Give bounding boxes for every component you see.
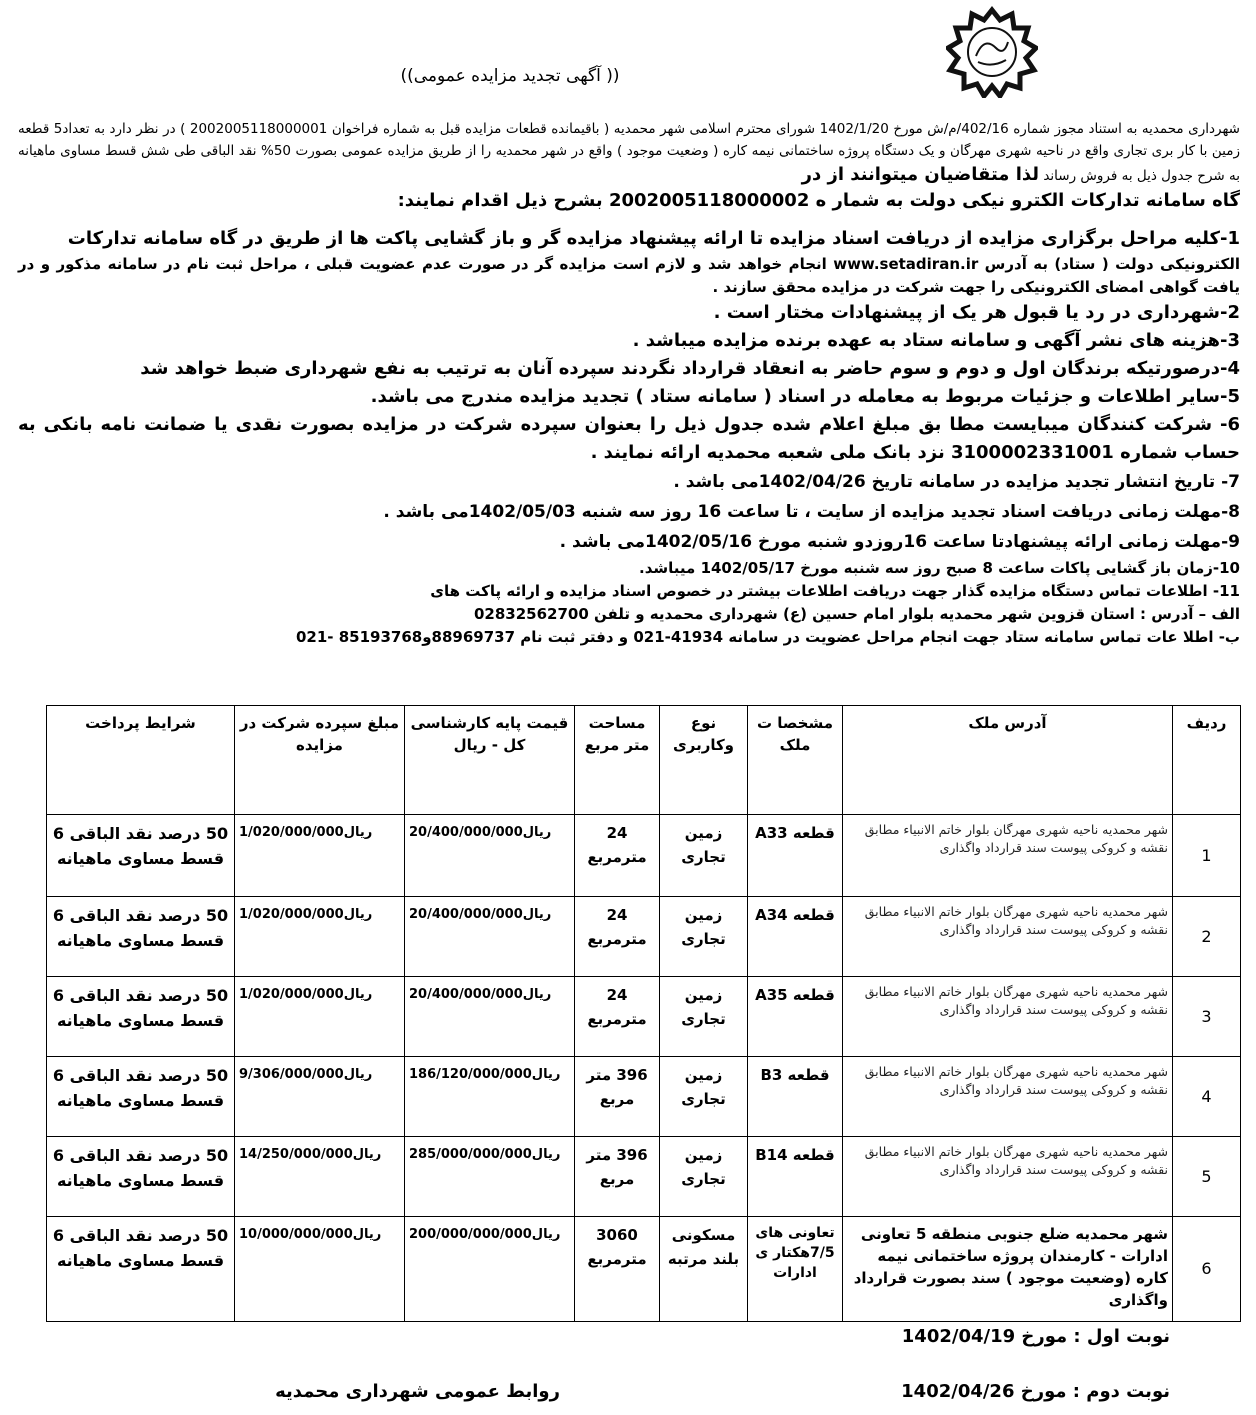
table-header-row bbox=[47, 706, 1241, 815]
header-payment: شرایط پرداخت bbox=[47, 706, 235, 815]
row-price: 186/120/000/000ریال bbox=[405, 1057, 575, 1137]
condition-item: الف – آدرس : استان قزوین شهر محمدیه بلوار امام حسین (ع) شهرداری محمدیه و تلفن 02832562700 bbox=[473, 605, 1240, 623]
condition-item: 8-مهلت زمانی دریافت اسناد تجدید مزایده از سایت ، تا ساعت 16 روز سه شنبه 1402/05/03می باشد . bbox=[383, 502, 1240, 522]
municipality-logo bbox=[946, 6, 1038, 98]
condition-item: 7- تاریخ انتشار تجدید مزایده در سامانه تاریخ 1402/04/26می باشد . bbox=[673, 472, 1240, 492]
row-area: 24 مترمربع bbox=[575, 977, 660, 1057]
public-relations-signature: روابط عمومی شهرداری محمدیه bbox=[275, 1381, 560, 1402]
row-number: 2 bbox=[1173, 897, 1241, 977]
row-type: زمین تجاری bbox=[660, 1057, 748, 1137]
condition-item: 9-مهلت زمانی ارائه پیشنهادتا ساعت 16روزدو شنبه مورخ 1402/05/16می باشد . bbox=[559, 532, 1240, 552]
condition-item: 2-شهرداری در رد یا قبول هر یک از پیشنهادات مختار است . bbox=[713, 302, 1240, 323]
row-deposit: 1/020/000/000ریال bbox=[235, 977, 405, 1057]
condition-item: الکترونیکی دولت ( ستاد) به آدرس www.setadiran.ir انجام خواهد شد و لازم است مزایده گر در صورت عدم عضویت قبلی ، مراحل ثبت نام در سامانه مذکور و در یافت گواهی امضای الکترونیکی را جهت شرکت در مزایده محقق سازند . bbox=[18, 255, 1240, 296]
row-deposit: 1/020/000/000ریال bbox=[235, 897, 405, 977]
row-type: زمین تجاری bbox=[660, 1137, 748, 1217]
header-spec: مشخصا ت ملک bbox=[748, 706, 843, 815]
intro-paragraph bbox=[18, 118, 1240, 214]
row-number: 6 bbox=[1173, 1217, 1241, 1322]
row-deposit: 9/306/000/000ریال bbox=[235, 1057, 405, 1137]
row-spec: قطعه B14 bbox=[748, 1137, 843, 1217]
table-row bbox=[47, 1057, 1241, 1137]
table-row bbox=[47, 977, 1241, 1057]
row-type: مسکونی بلند مرتبه bbox=[660, 1217, 748, 1322]
row-address: شهر محمدیه ناحیه شهری مهرگان بلوار خاتم الانبیاء مطابق نقشه و کروکی پیوست سند قرارداد واگذاری bbox=[843, 1137, 1173, 1217]
second-publication: نوبت دوم : مورخ 1402/04/26 bbox=[901, 1381, 1170, 1402]
properties-table bbox=[46, 705, 1241, 1322]
row-deposit: 10/000/000/000ریال bbox=[235, 1217, 405, 1322]
row-deposit: 14/250/000/000ریال bbox=[235, 1137, 405, 1217]
row-spec: تعاونی های 7/5هکتار ی ادارات bbox=[748, 1217, 843, 1322]
page-title: ((آگهی تجدید مزایده عمومی )) bbox=[400, 66, 620, 86]
row-payment: 50 درصد نقد الباقی 6 قسط مساوی ماهیانه bbox=[47, 1057, 235, 1137]
row-price: 285/000/000/000ریال bbox=[405, 1137, 575, 1217]
header-address: آدرس ملک bbox=[843, 706, 1173, 815]
row-area: 3060 مترمربع bbox=[575, 1217, 660, 1322]
row-payment: 50 درصد نقد الباقی 6 قسط مساوی ماهیانه bbox=[47, 1137, 235, 1217]
table-row bbox=[47, 1137, 1241, 1217]
row-price: 20/400/000/000ریال bbox=[405, 897, 575, 977]
header-area: مساحت متر مربع bbox=[575, 706, 660, 815]
row-number: 4 bbox=[1173, 1057, 1241, 1137]
intro-text: شهرداری محمدیه به استناد مجوز شماره 402/16/م/ش مورخ 1402/1/20 شورای محترم اسلامی شهر محمدیه ( باقیمانده قطعات مزایده قبل به شماره فراخوان 2002005118000001 ) در نظر دارد به تعداد5 قطعه زمین با کار بری تجاری واقع در ناحیه شهری مهرگان و یک دستگاه پروژه ساختمانی نیمه کاره ( وضعیت موجود ) واقع در شهر محمدیه را از طریق مزایده عمومی بصورت 50% نقد الباقی طی شش قسط مساوی ماهیانه به شرح جدول ذیل به فروش رساند bbox=[18, 121, 1240, 184]
row-area: 24 مترمربع bbox=[575, 897, 660, 977]
first-publication: نوبت اول : مورخ 1402/04/19 bbox=[901, 1326, 1170, 1347]
table-row bbox=[47, 897, 1241, 977]
intro-line-2: گاه سامانه تدارکات الکترو نیکی دولت به شمار ه 2002005118000002 بشرح ذیل اقدام نمایند: bbox=[397, 190, 1240, 211]
row-payment: 50 درصد نقد الباقی 6 قسط مساوی ماهیانه bbox=[47, 1217, 235, 1322]
row-address: شهر محمدیه ناحیه شهری مهرگان بلوار خاتم الانبیاء مطابق نقشه و کروکی پیوست سند قرارداد واگذاری bbox=[843, 977, 1173, 1057]
row-payment: 50 درصد نقد الباقی 6 قسط مساوی ماهیانه bbox=[47, 977, 235, 1057]
row-payment: 50 درصد نقد الباقی 6 قسط مساوی ماهیانه bbox=[47, 815, 235, 897]
table-row bbox=[47, 815, 1241, 897]
row-area: 396 متر مربع bbox=[575, 1057, 660, 1137]
row-type: زمین تجاری bbox=[660, 815, 748, 897]
row-address: شهر محمدیه ناحیه شهری مهرگان بلوار خاتم الانبیاء مطابق نقشه و کروکی پیوست سند قرارداد واگذاری bbox=[843, 815, 1173, 897]
conditions-list bbox=[18, 225, 1240, 649]
condition-item: 4-درصورتیکه برندگان اول و دوم و سوم حاضر به انعقاد قرارداد نگردند سپرده آنان به ترتیب به نفع شهرداری ضبط خواهد شد bbox=[140, 358, 1240, 379]
header-row-number: ردیف bbox=[1173, 706, 1241, 815]
row-area: 396 متر مربع bbox=[575, 1137, 660, 1217]
row-number: 3 bbox=[1173, 977, 1241, 1057]
row-address: شهر محمدیه ناحیه شهری مهرگان بلوار خاتم الانبیاء مطابق نقشه و کروکی پیوست سند قرارداد واگذاری bbox=[843, 1057, 1173, 1137]
row-type: زمین تجاری bbox=[660, 897, 748, 977]
condition-item: 10-زمان باز گشایی پاکات ساعت 8 صبح روز سه شنبه مورخ 1402/05/17 میباشد. bbox=[639, 559, 1240, 577]
row-area: 24 مترمربع bbox=[575, 815, 660, 897]
header-deposit: مبلغ سپرده شرکت در مزایده bbox=[235, 706, 405, 815]
table-row bbox=[47, 1217, 1241, 1322]
row-price: 20/400/000/000ریال bbox=[405, 977, 575, 1057]
header-type: نوع وکاربری bbox=[660, 706, 748, 815]
row-address: شهر محمدیه ناحیه شهری مهرگان بلوار خاتم الانبیاء مطابق نقشه و کروکی پیوست سند قرارداد واگذاری bbox=[843, 897, 1173, 977]
header-price: قیمت پایه کارشناسی کل - ریال bbox=[405, 706, 575, 815]
row-price: 200/000/000/000ریال bbox=[405, 1217, 575, 1322]
row-number: 1 bbox=[1173, 815, 1241, 897]
condition-item: 5-سایر اطلاعات و جزئیات مربوط به معامله در اسناد ( سامانه ستاد ) تجدید مزایده مندرج می باشد. bbox=[370, 386, 1240, 407]
row-price: 20/400/000/000ریال bbox=[405, 815, 575, 897]
row-address: شهر محمدیه ضلع جنوبی منطقه 5 تعاونی ادارات - کارمندان پروژه ساختمانی نیمه کاره (وضعیت موجود ) سند بصورت قرارداد واگذاری bbox=[843, 1217, 1173, 1322]
condition-item: 1-کلیه مراحل برگزاری مزایده از دریافت اسناد مزایده تا ارائه پیشنهاد مزایده گر و باز گشایی پاکت ها از طریق در گاه سامانه تدارکات bbox=[67, 228, 1240, 249]
intro-highlight: لذا متقاضیان میتوانند از در bbox=[801, 164, 1040, 185]
row-type: زمین تجاری bbox=[660, 977, 748, 1057]
row-spec: قطعه A35 bbox=[748, 977, 843, 1057]
row-spec: قطعه B3 bbox=[748, 1057, 843, 1137]
row-payment: 50 درصد نقد الباقی 6 قسط مساوی ماهیانه bbox=[47, 897, 235, 977]
condition-item: 3-هزینه های نشر آگهی و سامانه ستاد به عهده برنده مزایده میباشد . bbox=[632, 330, 1240, 351]
row-number: 5 bbox=[1173, 1137, 1241, 1217]
condition-item: 6- شرکت کنندگان میبایست مطا بق مبلغ اعلام شده جدول ذیل را بعنوان سپرده شرکت در مزایده بصورت نقدی یا ضمانت نامه بانکی به حساب شماره 3100002331001 نزد بانک ملی شعبه محمدیه ارائه نمایند . bbox=[18, 414, 1240, 463]
row-deposit: 1/020/000/000ریال bbox=[235, 815, 405, 897]
row-spec: قطعه A33 bbox=[748, 815, 843, 897]
condition-item: ب- اطلا عات تماس سامانه ستاد جهت انجام مراحل عضویت در سامانه 41934-021 و دفتر ثبت نام 88969737و85193768 -021 bbox=[295, 628, 1240, 646]
row-spec: قطعه A34 bbox=[748, 897, 843, 977]
condition-item: 11- اطلاعات تماس دستگاه مزایده گذار جهت دریافت اطلاعات بیشتر در خصوص اسناد مزایده و ارائه پاکت های bbox=[430, 582, 1240, 600]
